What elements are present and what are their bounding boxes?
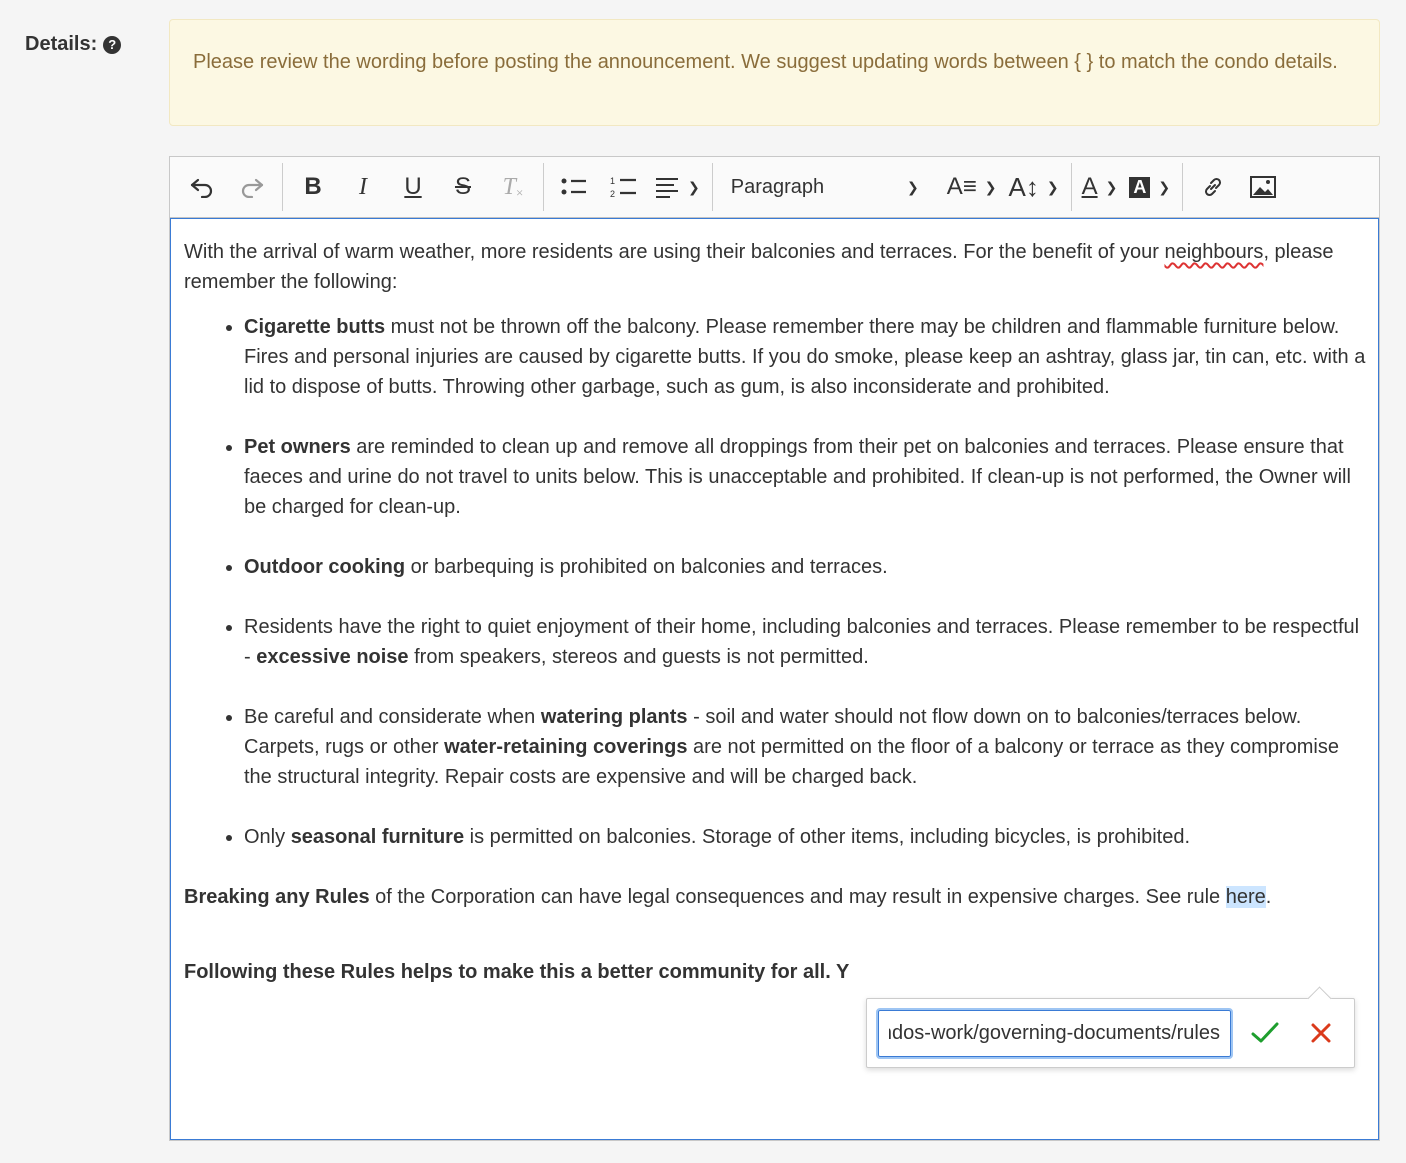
breaking-rules-paragraph: Breaking any Rules of the Corporation can have legal consequences and may result in expensive charges. See rule here. (184, 886, 1272, 908)
chevron-down-icon: ❯ (1046, 178, 1059, 195)
toolbar-separator (1071, 163, 1072, 211)
list-item: • Residents have the right to quiet enjoyment of their home, including balconies and terraces. Please remember to be respectful - excessive noise from speakers, stereos and guests is not permitted. (244, 612, 1366, 672)
following-rules-paragraph: Following these Rules helps to make this a better community for all. Y (184, 961, 850, 983)
remove-format-button[interactable]: T × (502, 173, 524, 200)
bulleted-list-icon (560, 176, 588, 198)
bulleted-list-button[interactable] (554, 167, 594, 207)
font-background-dropdown[interactable] (1129, 177, 1170, 198)
redo-button[interactable] (232, 167, 272, 207)
details-label (25, 33, 121, 56)
italic-button[interactable] (343, 167, 383, 207)
image-icon (1250, 176, 1276, 198)
font-size-dropdown[interactable] (1008, 172, 1058, 203)
list-item: • Outdoor cooking or barbequing is prohibited on balconies and terraces. (244, 552, 1366, 582)
font-background-icon: A (1129, 177, 1150, 198)
spellcheck-word: neighbours (1164, 241, 1264, 263)
underline-icon: U (404, 173, 422, 200)
toolbar-separator (282, 163, 283, 211)
cancel-link-button[interactable] (1301, 1013, 1341, 1053)
toolbar-separator (712, 163, 713, 211)
link-url-input[interactable] (878, 1010, 1231, 1057)
close-icon (1309, 1021, 1333, 1045)
heading-value: Paragraph (730, 175, 825, 198)
link-form-popup (866, 998, 1355, 1068)
bold-icon: B (304, 173, 322, 200)
font-color-dropdown[interactable] (1082, 173, 1118, 201)
remove-format-icon: T (502, 173, 516, 200)
svg-text:2: 2 (610, 189, 616, 199)
heading-dropdown[interactable] (723, 176, 923, 199)
undo-button[interactable] (182, 167, 222, 207)
link-button[interactable] (1193, 167, 1233, 207)
link-icon (1201, 175, 1225, 199)
strikethrough-button[interactable] (443, 167, 483, 207)
underline-button[interactable] (393, 167, 433, 207)
selected-link-text[interactable]: here (1225, 886, 1266, 908)
italic-icon: I (359, 173, 367, 200)
toolbar-separator (1182, 163, 1183, 211)
alignment-dropdown[interactable] (654, 176, 700, 198)
numbered-list-icon (610, 175, 638, 199)
list-item: • Cigarette butts must not be thrown off the balcony. Please remember there may be children and flammable furniture below. Fires and personal injuries are caused by cigarette butts. If you do smoke, please keep an ashtray, glass jar, tin can, etc. with a lid to dispose of butts. Throwing other garbage, such as gum, is also inconsiderate and prohibited. (244, 312, 1366, 402)
font-family-icon: A≡ (946, 173, 977, 200)
list-item: • Be careful and considerate when watering plants - soil and water should not flow down on to balconies/terraces below. Carpets, rugs or other water-retaining coverings are not permitted on the floor of a balcony or terrace as they compromise the structural integrity. Repair costs are expensive and will be charged back. (244, 702, 1366, 792)
insert-image-button[interactable] (1243, 167, 1283, 207)
chevron-down-icon: ❯ (984, 178, 997, 195)
save-link-button[interactable] (1245, 1013, 1285, 1053)
align-left-icon (654, 176, 680, 198)
editor-toolbar (170, 157, 1379, 218)
font-family-dropdown[interactable] (947, 173, 997, 201)
undo-icon (189, 176, 215, 198)
rules-list (184, 312, 1366, 852)
review-alert (169, 19, 1380, 126)
font-size-icon: A↕ (1008, 171, 1039, 202)
help-icon[interactable]: ? (103, 36, 121, 54)
chevron-down-icon: ❯ (1105, 178, 1118, 195)
chevron-down-icon: ❯ (907, 178, 919, 195)
redo-icon (239, 176, 265, 198)
list-item: • Pet owners are reminded to clean up and remove all droppings from their pet on balconies and terraces. Please ensure that faeces and urine do not travel to units below. This is unacceptable and prohibited. If clean-up is not performed, the Owner will be charged for clean-up. (244, 432, 1366, 522)
list-item: • Only seasonal furniture is permitted on balconies. Storage of other items, including bicycles, is prohibited. (244, 822, 1366, 852)
strikethrough-icon: S (454, 173, 471, 200)
svg-text:1: 1 (610, 176, 616, 186)
numbered-list-button[interactable] (604, 167, 644, 207)
toolbar-separator (543, 163, 544, 211)
bold-button[interactable] (293, 167, 333, 207)
font-color-icon: A (1081, 173, 1098, 200)
checkmark-icon (1250, 1021, 1280, 1045)
chevron-down-icon: ❯ (1158, 178, 1171, 195)
details-label-text: Details: (25, 33, 98, 55)
alert-text: Please review the wording before posting the announcement. We suggest updating words between { } to match the condo details. (193, 51, 1338, 73)
rich-text-editor (169, 156, 1380, 1141)
intro-paragraph: With the arrival of warm weather, more residents are using their balconies and terraces. For the benefit of your neighbours, please remember the following: (184, 241, 1334, 293)
chevron-down-icon: ❯ (688, 178, 700, 195)
